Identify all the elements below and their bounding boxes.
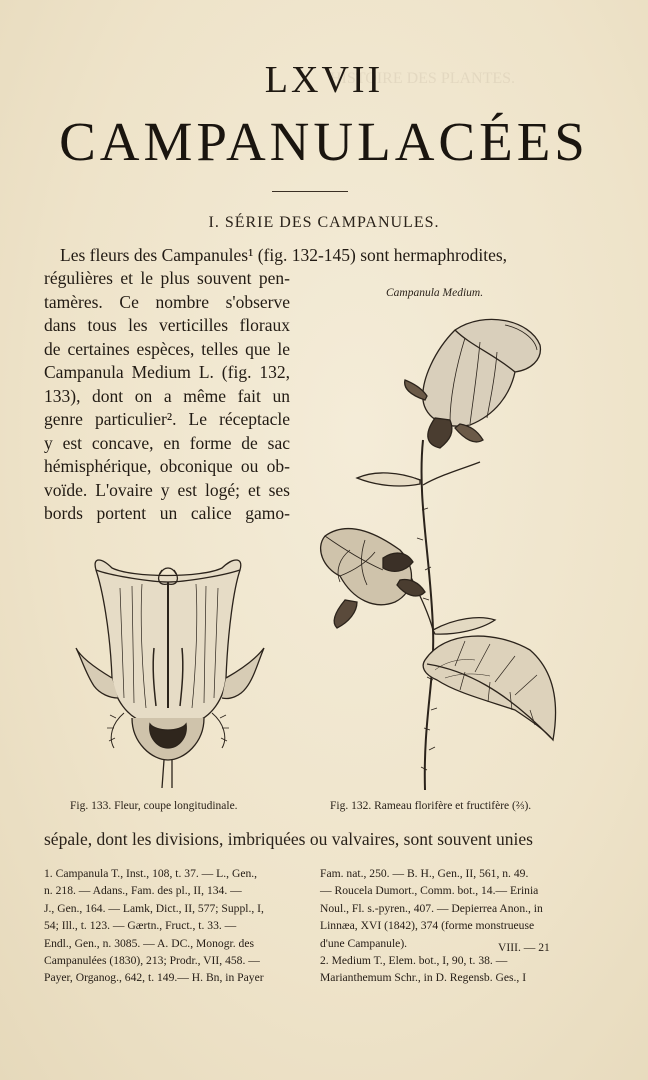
- section-heading: I. SÉRIE DES CAMPANULES.: [208, 214, 440, 231]
- column-line: de certaines espèces, telles que le: [44, 338, 290, 359]
- footnote-line: Endl., Gen., n. 3085. — A. DC., Monogr. des: [44, 936, 254, 950]
- footnote-line: Noul., Fl. s.-pyren., 407. — Depierrea Anon., in: [320, 901, 543, 915]
- figure-132-caption: Fig. 132. Rameau florifère et fructifère (⅔).: [330, 800, 532, 812]
- plant-label: Campanula Medium.: [386, 287, 484, 299]
- footnote-line: Linnæa, XVI (1842), 374 (forme monstrueuse: [320, 919, 535, 933]
- intro-first-line: Les fleurs des Campanules¹ (fig. 132-145) sont hermaphrodites,: [60, 245, 508, 265]
- column-line: bords portent un calice gamo-: [44, 503, 290, 523]
- intro-column: [44, 267, 290, 526]
- footnote-line: Payer, Organog., 642, t. 149.— H. Bn, in Payer: [44, 971, 264, 985]
- column-line: tamères. Ce nombre s'observe: [44, 291, 290, 312]
- footnote-line: J., Gen., 164. — Lamk, Dict., II, 577; Suppl., I,: [44, 901, 264, 915]
- figure-133-illustration: [72, 548, 272, 793]
- footnotes-right: [320, 865, 578, 987]
- footnote-line: 1. Campanula T., Inst., 108, t. 37. — L., Gen.,: [44, 867, 258, 880]
- chapter-number: LXVII: [264, 59, 384, 101]
- footnote-line: Marianthemum Schr., in D. Regensb. Ges., I: [320, 971, 527, 985]
- column-line: genre particulier². Le réceptacle: [44, 409, 290, 429]
- figure-132-illustration: [305, 300, 575, 795]
- column-line: 133), dont on a même fait un: [44, 385, 290, 406]
- continuation-line: sépale, dont les divisions, imbriquées ou valvaires, sont souvent unies: [44, 829, 533, 849]
- column-line: régulières et le plus souvent pen-: [44, 268, 290, 288]
- footnote-line: d'une Campanule).: [320, 936, 408, 950]
- footnote-line: 2. Medium T., Elem. bot., I, 90, t. 38. —: [320, 954, 508, 968]
- footnote-line: n. 218. — Adans., Fam. des pl., II, 134. —: [44, 884, 242, 898]
- column-line: hémisphérique, obconique ou ob-: [44, 456, 290, 476]
- signature-mark: VIII. — 21: [498, 941, 550, 954]
- figure-133-caption: Fig. 133. Fleur, coupe longitudinale.: [70, 800, 238, 812]
- show-through-text: HISTOIRE DES PLANTES.: [330, 70, 516, 87]
- footnote-line: Campanulées (1830), 213; Prodr., VII, 458. —: [44, 954, 260, 968]
- footnotes-left: [44, 865, 300, 987]
- column-line: voïde. L'ovaire y est logé; et ses: [44, 479, 290, 500]
- column-line: Campanula Medium L. (fig. 132,: [44, 362, 290, 382]
- footnote-line: Fam. nat., 250. — B. H., Gen., II, 561, n. 49.: [320, 867, 529, 880]
- footnote-line: — Roucela Dumort., Comm. bot., 14.— Erinia: [320, 884, 539, 898]
- column-line: y est concave, en forme de sac: [44, 432, 290, 453]
- footnote-line: 54; Ill., t. 123. — Gærtn., Fruct., t. 33. —: [44, 919, 237, 933]
- column-line: dans tous les verticilles floraux: [44, 315, 290, 335]
- title-divider: [272, 191, 348, 192]
- chapter-title: CAMPANULACÉES: [59, 111, 589, 172]
